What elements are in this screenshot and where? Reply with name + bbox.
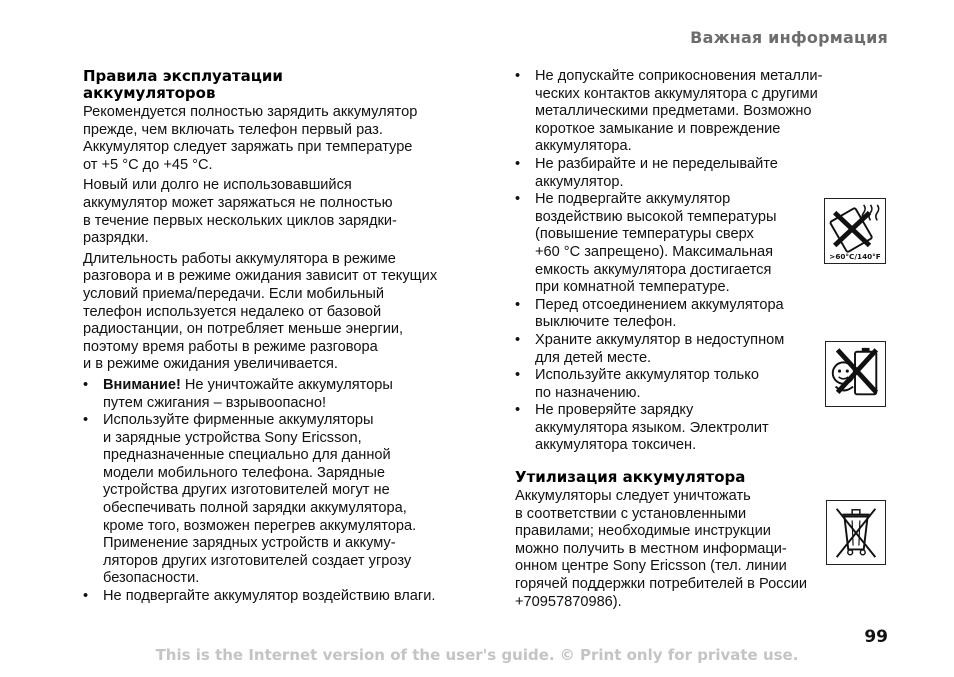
text-line: для детей месте. xyxy=(535,349,652,366)
text-line: аккумулятора токсичен. xyxy=(535,437,697,454)
text-line: выключите телефон. xyxy=(535,314,677,331)
list-item xyxy=(83,412,463,588)
text-line: Храните аккумулятор в недоступном xyxy=(535,331,785,348)
text-line: Аккумулятор следует заряжать при температуре xyxy=(83,139,413,156)
title-line: Правила эксплуатации xyxy=(83,67,283,85)
text-line: горячей поддержки потребителей в России xyxy=(515,576,808,593)
paragraph-new-battery xyxy=(83,177,463,247)
bullet-marker: • xyxy=(515,331,521,348)
text-line: обеспечивать полной зарядки аккумулятора, xyxy=(103,500,407,517)
text-line: предназначенные специально для данной xyxy=(103,447,391,464)
text-line: устройства других изготовителей могут не xyxy=(103,482,390,499)
text-line: в соответствии с установленными xyxy=(515,505,747,522)
title-line: аккумуляторов xyxy=(83,84,216,102)
bullet-marker: • xyxy=(83,376,89,393)
running-header: Важная информация xyxy=(690,28,888,47)
battery-rules-title xyxy=(83,68,463,102)
text-line: Используйте аккумулятор только xyxy=(535,367,759,384)
text-line: +70957870986). xyxy=(515,593,622,610)
text-line: металлическими предметами. Возможно xyxy=(535,103,812,120)
text-line: Не подвергайте аккумулятор воздействию влаги. xyxy=(103,588,436,605)
text-line: Не разбирайте и не переделывайте xyxy=(535,155,778,172)
text-line: ляторов других изготовителей создает угрозу xyxy=(103,552,412,569)
text-line: аккумулятор может заряжаться не полностью xyxy=(83,194,393,211)
text-line: Не подвергайте аккумулятор xyxy=(535,191,731,208)
text-line: прежде, чем включать телефон первый раз. xyxy=(83,121,383,138)
bullet-marker: • xyxy=(515,155,521,172)
paragraph-disposal xyxy=(515,488,845,611)
keep-from-children-icon xyxy=(825,341,886,407)
text-line: Перед отсоединением аккумулятора xyxy=(535,296,784,313)
warning-label: Внимание! xyxy=(103,376,181,393)
left-column xyxy=(83,68,463,606)
text-line: (повышение температуры сверх xyxy=(535,226,754,243)
bullet-marker: • xyxy=(515,402,521,419)
text-line: безопасности. xyxy=(103,570,200,587)
text-line: кроме того, возможен перегрев аккумулятора. xyxy=(103,517,417,534)
no-heat-icon xyxy=(824,198,886,264)
text-line: и зарядные устройства Sony Ericsson, xyxy=(103,429,362,446)
text-line: Рекомендуется полностью зарядить аккумулятор xyxy=(83,104,418,120)
no-trash-bin-icon xyxy=(826,500,886,565)
bullet-marker: • xyxy=(515,68,521,84)
list-item xyxy=(515,156,845,191)
heat-limit-label: >60°C/140°F xyxy=(829,252,881,262)
text-line: поэтому время работы в режиме разговора xyxy=(83,338,378,355)
text-line: в течение первых нескольких циклов зарядки- xyxy=(83,212,397,229)
bullet-marker: • xyxy=(515,296,521,313)
text-line: ческих контактов аккумулятора с другими xyxy=(535,85,818,102)
text-line: и в режиме ожидания увеличивается. xyxy=(83,356,338,373)
list-item xyxy=(515,402,845,455)
text-line: при комнатной температуре. xyxy=(535,279,730,296)
text-line: правилами; необходимые инструкции xyxy=(515,523,771,540)
footer-note: This is the Internet version of the user's guide. © Print only for private use. xyxy=(155,646,799,664)
text-line: радиостанции, он потребляет меньше энергии, xyxy=(83,321,404,338)
right-column xyxy=(515,68,845,614)
text-line: емкость аккумулятора достигается xyxy=(535,261,772,278)
list-item xyxy=(515,191,845,297)
list-item xyxy=(515,68,845,156)
text-line: аккумулятора. xyxy=(535,138,632,155)
text-line: разговора и в режиме ожидания зависит от текущих xyxy=(83,268,438,285)
text-line: Не уничтожайте аккумуляторы xyxy=(184,376,393,393)
page-number: 99 xyxy=(864,627,888,647)
text-line: разрядки. xyxy=(83,230,149,247)
paragraph-charge xyxy=(83,104,463,174)
list-item xyxy=(515,332,845,367)
text-line: Не допускайте соприкосновения металли- xyxy=(535,68,823,84)
text-line: путем сжигания – взрывоопасно! xyxy=(103,394,327,411)
text-line: воздействию высокой температуры xyxy=(535,208,777,225)
text-line: аккумулятор. xyxy=(535,173,624,190)
text-line: аккумулятора языком. Электролит xyxy=(535,419,769,436)
text-line: условий приема/передачи. Если мобильный xyxy=(83,285,385,302)
text-line: Не проверяйте зарядку xyxy=(535,402,694,419)
text-line: по назначению. xyxy=(535,384,641,401)
text-line: Длительность работы аккумулятора в режиме xyxy=(83,250,396,267)
text-line: от +5 °С до +45 °С. xyxy=(83,156,213,173)
list-item xyxy=(515,297,845,332)
right-bullet-list xyxy=(515,68,845,455)
text-line: короткое замыкание и повреждение xyxy=(535,120,781,137)
text-line: модели мобильного телефона. Зарядные xyxy=(103,464,385,481)
list-item xyxy=(83,377,463,412)
left-bullet-list xyxy=(83,377,463,606)
text-line: Аккумуляторы следует уничтожать xyxy=(515,488,751,505)
bullet-marker: • xyxy=(83,588,89,605)
list-item xyxy=(515,367,845,402)
text-line: телефон используется недалеко от базовой xyxy=(83,303,382,320)
text-line: можно получить в местном информаци- xyxy=(515,540,787,557)
text-line: Новый или долго не использовавшийся xyxy=(83,177,352,194)
text-line: Используйте фирменные аккумуляторы xyxy=(103,412,374,429)
bullet-marker: • xyxy=(83,412,89,429)
paragraph-duration xyxy=(83,251,463,374)
text-line: +60 °С запрещено). Максимальная xyxy=(535,243,774,260)
bullet-marker: • xyxy=(515,191,521,208)
list-item xyxy=(83,588,463,606)
text-line: Применение зарядных устройств и аккуму- xyxy=(103,535,396,552)
disposal-title: Утилизация аккумулятора xyxy=(515,468,746,487)
text-line: онном центре Sony Ericsson (тел. линии xyxy=(515,558,787,575)
bullet-marker: • xyxy=(515,367,521,384)
